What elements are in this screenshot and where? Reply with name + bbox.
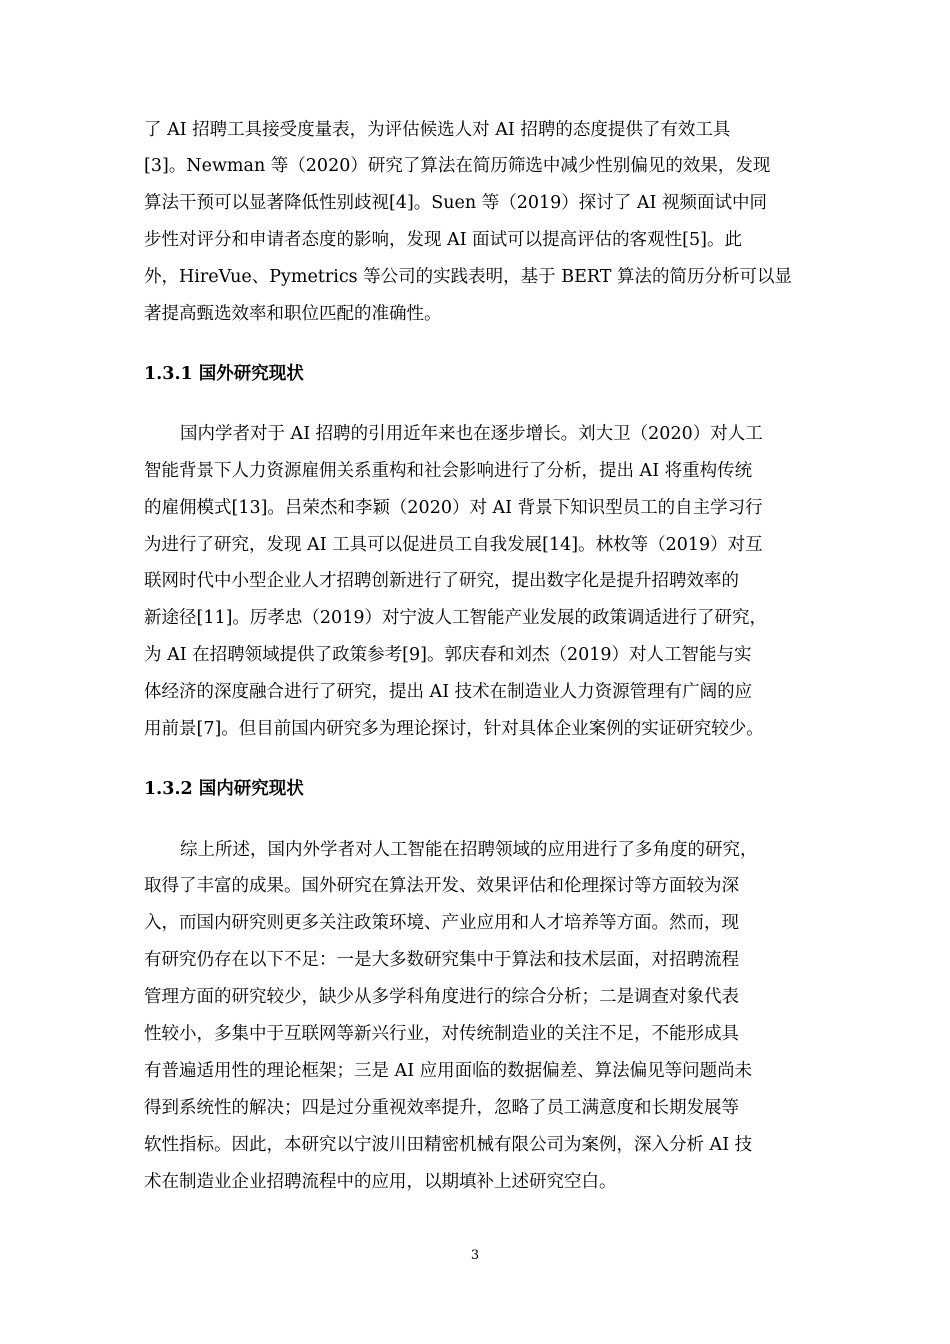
text-line: 为进行了研究，发现 AI 工具可以促进员工自我发展[14]。林枚等（2019）对互: [144, 535, 763, 555]
text-line: 管理方面的研究较少，缺少从多学科角度进行的综合分析；二是调查对象代表: [144, 987, 739, 1007]
text-line: 外，HireVue、Pymetrics 等公司的实践表明，基于 BERT 算法的简历分析可以显: [144, 267, 792, 287]
page-number: 3: [470, 1248, 480, 1263]
text-line: 新途径[11]。厉孝忠（2019）对宁波人工智能产业发展的政策调适进行了研究，: [144, 608, 767, 628]
text-line: 得到系统性的解决；四是过分重视效率提升，忽略了员工满意度和长期发展等: [144, 1098, 739, 1118]
text-line: 联网时代中小型企业人才招聘创新进行了研究，提出数字化是提升招聘效率的: [144, 571, 739, 591]
text-line: 体经济的深度融合进行了研究，提出 AI 技术在制造业人力资源管理有广阔的应: [144, 682, 753, 702]
text-line: 软性指标。因此，本研究以宁波川田精密机械有限公司为案例，深入分析 AI 技: [144, 1135, 753, 1155]
text-line: 步性对评分和申请者态度的影响，发现 AI 面试可以提高评估的客观性[5]。此: [144, 230, 742, 250]
section-heading-1-3-2: 1.3.2 国内研究现状: [144, 779, 304, 799]
text-line: 智能背景下人力资源雇佣关系重构和社会影响进行了分析，提出 AI 将重构传统: [144, 461, 753, 481]
text-line: 算法干预可以显著降低性别歧视[4]。Suen 等（2019）探讨了 AI 视频面试中同: [144, 193, 767, 213]
text-line: 用前景[7]。但目前国内研究多为理论探讨，针对具体企业案例的实证研究较少。: [144, 719, 764, 739]
text-line: 为 AI 在招聘领域提供了政策参考[9]。郭庆春和刘杰（2019）对人工智能与实: [144, 645, 752, 665]
text-line: 取得了丰富的成果。国外研究在算法开发、效果评估和伦理探讨等方面较为深: [144, 876, 739, 896]
text-line: [3]。Newman 等（2020）研究了算法在简历筛选中减少性别偏见的效果，发现: [144, 156, 771, 176]
text-line: 的雇佣模式[13]。吕荣杰和李颖（2020）对 AI 背景下知识型员工的自主学习行: [144, 498, 763, 518]
text-line: 有普遍适用性的理论框架；三是 AI 应用面临的数据偏差、算法偏见等问题尚未: [144, 1061, 753, 1081]
text-line: 了 AI 招聘工具接受度量表，为评估候选人对 AI 招聘的态度提供了有效工具: [144, 120, 731, 140]
text-line: 国内学者对于 AI 招聘的引用近年来也在逐步增长。刘大卫（2020）对人工: [180, 424, 763, 444]
text-line: 有研究仍存在以下不足：一是大多数研究集中于算法和技术层面，对招聘流程: [144, 950, 739, 970]
text-line: 术在制造业企业招聘流程中的应用，以期填补上述研究空白。: [144, 1172, 617, 1192]
text-line: 入，而国内研究则更多关注政策环境、产业应用和人才培养等方面。然而，现: [144, 913, 739, 933]
text-line: 著提高甄选效率和职位匹配的准确性。: [144, 304, 442, 324]
text-line: 性较小，多集中于互联网等新兴行业，对传统制造业的关注不足，不能形成具: [144, 1024, 739, 1044]
section-heading-1-3-1: 1.3.1 国外研究现状: [144, 364, 304, 384]
text-line: 综上所述，国内外学者对人工智能在招聘领域的应用进行了多角度的研究，: [180, 840, 758, 860]
